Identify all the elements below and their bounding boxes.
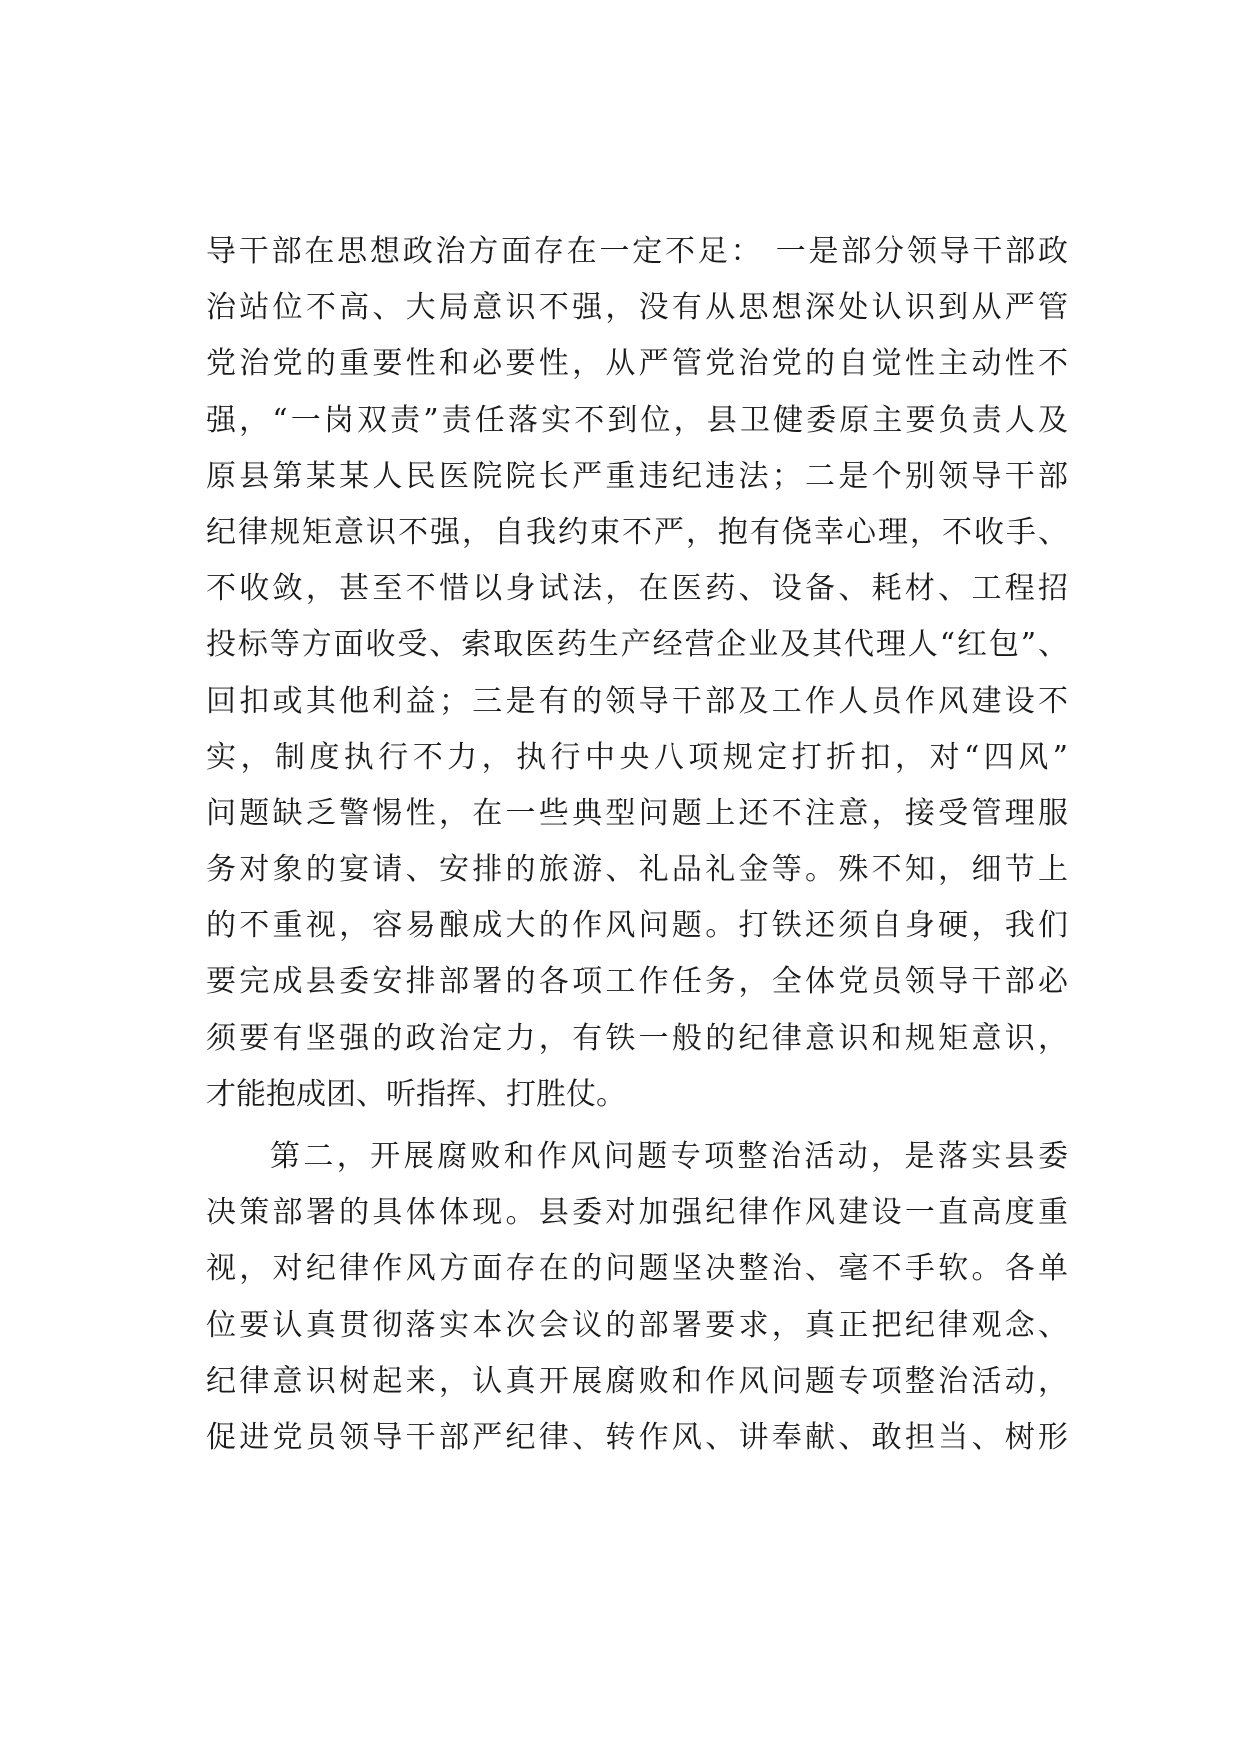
text-line: 才能抱成团、听指挥、打胜仗。 [206,1076,626,1112]
text-line: 问题缺乏警惕性，在一些典型问题上还不注意，接受管理服 [206,795,1068,831]
text-line: 务对象的宴请、安排的旅游、礼品礼金等。殊不知，细节上 [206,852,1068,888]
text-line: 投标等方面收受、索取医药生产经营企业及其代理人“红包”、 [206,627,1068,663]
paragraph-2 [206,1129,1068,1466]
text-line: 强，“一岗双责”责任落实不到位，县卫健委原主要负责人及 [206,402,1068,438]
text-line: 促进党员领导干部严纪律、转作风、讲奉献、敢担当、树形 [206,1419,1068,1455]
text-line: 要完成县委安排部署的各项工作任务，全体党员领导干部必 [206,964,1068,1000]
text-line: 位要认真贯彻落实本次会议的部署要求，真正把纪律观念、 [206,1307,1068,1343]
text-line: 原县第某某人民医院院长严重违纪违法；二是个别领导干部 [206,458,1068,494]
text-line: 回扣或其他利益；三是有的领导干部及工作人员作风建设不 [206,683,1068,719]
paragraph-1 [206,224,1068,1123]
text-line: 治站位不高、大局意识不强，没有从思想深处认识到从严管 [206,290,1068,326]
text-line: 视，对纪律作风方面存在的问题坚决整治、毫不手软。各单 [206,1251,1068,1287]
text-line: 的不重视，容易酿成大的作风问题。打铁还须自身硬，我们 [206,908,1068,944]
text-line: 实，制度执行不力，执行中央八项规定打折扣，对“四风” [206,739,1068,775]
text-line: 党治党的重要性和必要性，从严管党治党的自觉性主动性不 [206,346,1068,382]
text-line: 纪律规矩意识不强，自我约束不严，抱有侥幸心理，不收手、 [206,514,1068,550]
text-line: 纪律意识树起来，认真开展腐败和作风问题专项整治活动， [206,1363,1068,1399]
text-line: 不收敛，甚至不惜以身试法，在医药、设备、耗材、工程招 [206,571,1068,607]
text-line: 导干部在思想政治方面存在一定不足： 一是部分领导干部政 [206,234,1068,269]
text-line: 第二，开展腐败和作风问题专项整治活动，是落实县委 [270,1139,1068,1174]
text-line: 须要有坚强的政治定力，有铁一般的纪律意识和规矩意识， [206,1020,1068,1056]
body-text [206,224,1068,1466]
text-line: 决策部署的具体体现。县委对加强纪律作风建设一直高度重 [206,1195,1068,1231]
